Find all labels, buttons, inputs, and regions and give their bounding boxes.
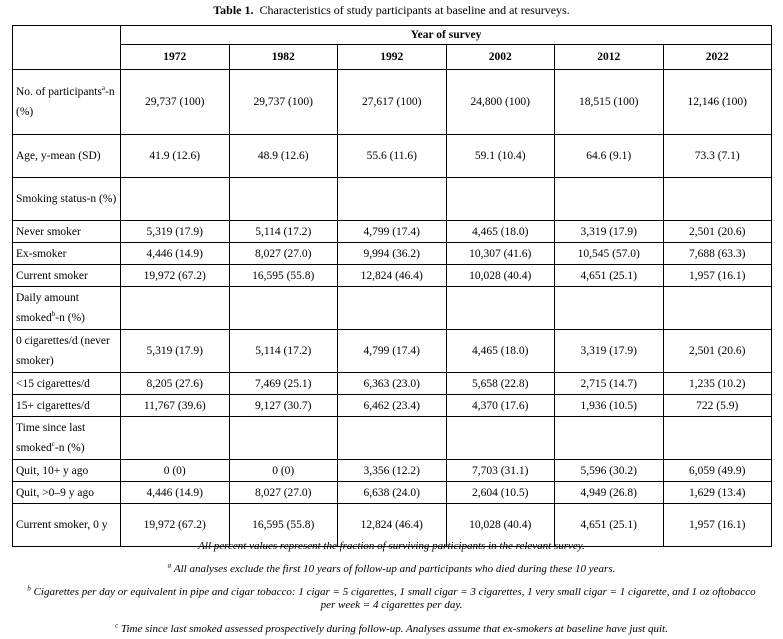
section-row (13, 178, 772, 221)
cell: 11,767 (39.6) (121, 395, 230, 417)
cell: 16,595 (55.8) (229, 504, 338, 547)
cell: 5,114 (17.2) (229, 330, 338, 373)
footnote-a: $^a$ All analyses exclude the first 10 years of follow-up and participants who died during these 10 years. (167, 561, 616, 575)
cell: 19,972 (67.2) (121, 265, 230, 287)
cell: 29,737 (100) (121, 70, 230, 135)
table-row (13, 482, 772, 504)
empty-cell (555, 417, 664, 460)
cell: 41.9 (12.6) (121, 135, 230, 178)
cell: 48.9 (12.6) (229, 135, 338, 178)
cell: 4,446 (14.9) (121, 243, 230, 265)
cell: 64.6 (9.1) (555, 135, 664, 178)
table-row (13, 70, 772, 135)
empty-cell (121, 287, 230, 330)
cell: 55.6 (11.6) (338, 135, 447, 178)
cell: 8,205 (27.6) (121, 373, 230, 395)
cell: 1,957 (16.1) (663, 504, 772, 547)
footnote-b: $^b$ Cigarettes per day or equivalent in pipe and cigar tobacco: 1 cigar = 5 cigarettes, 1 small cigar = 3 cigarettes, 1 very small cigar = 1 cigarette, and 1 oz oftobacco per week = 4 cigarettes per day. (27, 584, 756, 611)
cell: 10,307 (41.6) (446, 243, 555, 265)
table-row (13, 373, 772, 395)
row-label: Never smoker (13, 221, 121, 243)
section-label: Time since last smoked$^c$-n (%) (13, 417, 121, 460)
empty-cell (229, 417, 338, 460)
cell: 9,994 (36.2) (338, 243, 447, 265)
cell: 1,629 (13.4) (663, 482, 772, 504)
cell: 29,737 (100) (229, 70, 338, 135)
cell: 0 (0) (121, 460, 230, 482)
row-label: Quit, 10+ y ago (13, 460, 121, 482)
cell: 73.3 (7.1) (663, 135, 772, 178)
table-row (13, 395, 772, 417)
cell: 5,596 (30.2) (555, 460, 664, 482)
table-row (13, 135, 772, 178)
cell: 6,638 (24.0) (338, 482, 447, 504)
empty-cell (555, 287, 664, 330)
row-label: 15+ cigarettes/d (13, 395, 121, 417)
cell: 4,370 (17.6) (446, 395, 555, 417)
cell: 3,319 (17.9) (555, 330, 664, 373)
empty-cell (555, 178, 664, 221)
empty-cell (446, 178, 555, 221)
cell: 4,651 (25.1) (555, 504, 664, 547)
cell: 12,146 (100) (663, 70, 772, 135)
cell: 4,799 (17.4) (338, 221, 447, 243)
footnote-c: $^c$ Time since last smoked assessed prospectively during follow-up. Analyses assume that ex-smokers at baseline have just quit. (115, 621, 668, 635)
cell: 722 (5.9) (663, 395, 772, 417)
cell: 5,114 (17.2) (229, 221, 338, 243)
empty-cell (663, 178, 772, 221)
row-label: Age, y-mean (SD) (13, 135, 121, 178)
cell: 10,028 (40.4) (446, 265, 555, 287)
cell: 4,799 (17.4) (338, 330, 447, 373)
table-row (13, 221, 772, 243)
row-label: Current smoker (13, 265, 121, 287)
cell: 7,703 (31.1) (446, 460, 555, 482)
empty-cell (663, 287, 772, 330)
cell: 10,028 (40.4) (446, 504, 555, 547)
empty-cell (446, 417, 555, 460)
year-header: 1982 (229, 45, 338, 70)
cell: 6,059 (49.9) (663, 460, 772, 482)
cell: 24,800 (100) (446, 70, 555, 135)
empty-cell (446, 287, 555, 330)
cell: 3,319 (17.9) (555, 221, 664, 243)
row-label: No. of participants$^a$-n (%) (13, 70, 121, 135)
empty-cell (338, 178, 447, 221)
cell: 5,319 (17.9) (121, 330, 230, 373)
cell: 2,501 (20.6) (663, 330, 772, 373)
cell: 5,319 (17.9) (121, 221, 230, 243)
cell: 2,501 (20.6) (663, 221, 772, 243)
section-label: Smoking status-n (%) (13, 178, 121, 221)
cell: 4,446 (14.9) (121, 482, 230, 504)
table-number: Table 1. (213, 3, 254, 17)
cell: 7,688 (63.3) (663, 243, 772, 265)
cell: 6,363 (23.0) (338, 373, 447, 395)
year-header: 1992 (338, 45, 447, 70)
year-header: 2022 (663, 45, 772, 70)
cell: 4,465 (18.0) (446, 330, 555, 373)
row-label: Quit, >0–9 y ago (13, 482, 121, 504)
table-row (13, 265, 772, 287)
cell: 8,027 (27.0) (229, 482, 338, 504)
cell: 2,715 (14.7) (555, 373, 664, 395)
empty-cell (229, 178, 338, 221)
cell: 2,604 (10.5) (446, 482, 555, 504)
table-row (13, 330, 772, 373)
table-row (13, 460, 772, 482)
footnote-percent: All percent values represent the fraction of surviving participants in the relevant survey. (198, 540, 585, 552)
cell: 3,356 (12.2) (338, 460, 447, 482)
cell: 10,545 (57.0) (555, 243, 664, 265)
cell: 12,824 (46.4) (338, 504, 447, 547)
cell: 1,235 (10.2) (663, 373, 772, 395)
year-header: 1972 (121, 45, 230, 70)
year-header: 2002 (446, 45, 555, 70)
cell: 1,936 (10.5) (555, 395, 664, 417)
section-row (13, 287, 772, 330)
cell: 18,515 (100) (555, 70, 664, 135)
year-of-survey-header: Year of survey (121, 26, 772, 45)
table-caption (0, 3, 783, 18)
cell: 59.1 (10.4) (446, 135, 555, 178)
empty-cell (663, 417, 772, 460)
table-row (13, 243, 772, 265)
cell: 0 (0) (229, 460, 338, 482)
cell: 27,617 (100) (338, 70, 447, 135)
cell: 6,462 (23.4) (338, 395, 447, 417)
cell: 16,595 (55.8) (229, 265, 338, 287)
cell: 12,824 (46.4) (338, 265, 447, 287)
row-label: Ex-smoker (13, 243, 121, 265)
empty-cell (121, 178, 230, 221)
cell: 7,469 (25.1) (229, 373, 338, 395)
cell: 1,957 (16.1) (663, 265, 772, 287)
cell: 4,651 (25.1) (555, 265, 664, 287)
cell: 5,658 (22.8) (446, 373, 555, 395)
row-label: <15 cigarettes/d (13, 373, 121, 395)
empty-cell (229, 287, 338, 330)
cell: 9,127 (30.7) (229, 395, 338, 417)
year-header: 2012 (555, 45, 664, 70)
row-label: Current smoker, 0 y (13, 504, 121, 547)
empty-cell (121, 417, 230, 460)
cell: 19,972 (67.2) (121, 504, 230, 547)
cell: 4,465 (18.0) (446, 221, 555, 243)
cell: 4,949 (26.8) (555, 482, 664, 504)
cell: 8,027 (27.0) (229, 243, 338, 265)
section-row (13, 417, 772, 460)
table-title: Characteristics of study participants at baseline and at resurveys. (259, 3, 570, 17)
corner-cell (13, 26, 121, 70)
section-label: Daily amount smoked$^b$-n (%) (13, 287, 121, 330)
empty-cell (338, 287, 447, 330)
characteristics-table (12, 25, 772, 547)
empty-cell (338, 417, 447, 460)
row-label: 0 cigarettes/d (never smoker) (13, 330, 121, 373)
